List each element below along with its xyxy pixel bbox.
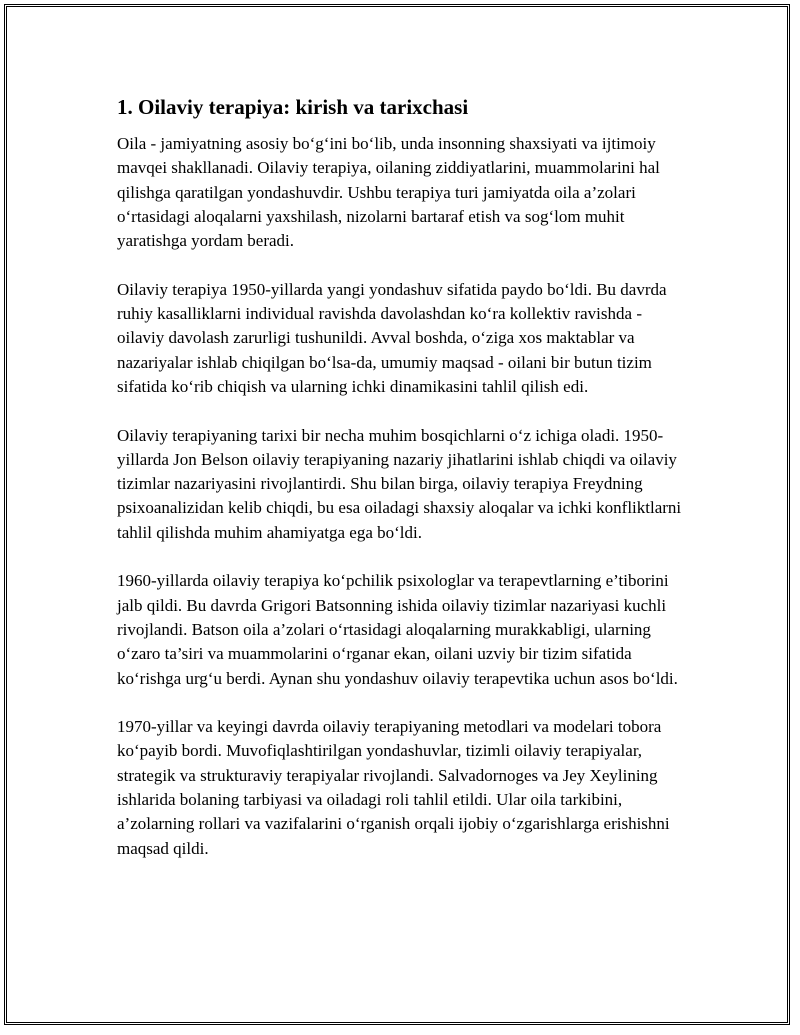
paragraph-2: Oilaviy terapiya 1950-yillarda yangi yondashuv sifatida paydo bo‘ldi. Bu davrda ruhiy kasalliklarni individual ravishda davolashdan ko‘ra kollektiv ravishda - oilaviy davolash zarurligi tushunildi. Avval boshda, o‘ziga xos maktablar va nazariyalar ishlab chiqilgan bo‘lsa-da, umumiy maqsad - oilani bir butun tizim sifatida ko‘rib chiqish va ularning ichki dinamikasini tahlil qilish edi. <box>117 279 667 396</box>
paragraph-5: 1970-yillar va keyingi davrda oilaviy terapiyaning metodlari va modelari tobora ko‘payib bordi. Muvofiqlashtirilgan yondashuvlar, tizimli oilaviy terapiyalar, strategik va strukturaviy terapiyalar rivojlandi. Salvadornoges va Jey Xeylining ishlarida bolaning tarbiyasi va oiladagi roli tahlil etildi. Ular oila tarkibini, a’zolarning rollari va vazifalarini o‘rganish orqali ijobiy o‘zgarishlarga erishishni maqsad qildi. <box>117 717 670 858</box>
paragraph-4: 1960-yillarda oilaviy terapiya ko‘pchilik psixologlar va terapevtlarning e’tiborini jalb qildi. Bu davrda Grigori Batsonning ishida oilaviy tizimlar nazariyasi kuchli rivojlandi. Batson oila a’zolari o‘rtasidagi aloqalarning murakkabligi, ularning o‘zaro ta’siri va muammolarini o‘rganar ekan, oilani uzviy bir tizim sifatida ko‘rishga urg‘u berdi. Aynan shu yondashuv oilaviy terapevtika uchun asos bo‘ldi. <box>117 571 678 688</box>
document-body <box>117 92 692 885</box>
paragraph-1: Oila - jamiyatning asosiy bo‘g‘ini bo‘lib, unda insonning shaxsiyati va ijtimoiy mavqei shakllanadi. Oilaviy terapiya, oilaning ziddiyatlarini, muammolarini hal qilishga qaratilgan yondashuvdir. Ushbu terapiya turi jamiyatda oila a’zolari o‘rtasidagi aloqalarni yaxshilash, nizolarni bartaraf etish va sog‘lom muhit yaratishga yordam beradi. <box>117 134 660 251</box>
paragraph-3: Oilaviy terapiyaning tarixi bir necha muhim bosqichlarni o‘z ichiga oladi. 1950-yillarda Jon Belson oilaviy terapiyaning nazariy jihatlarini ishlab chiqdi va oilaviy tizimlar nazariyasini rivojlantirdi. Shu bilan birga, oilaviy terapiya Freydning psixoanalizidan kelib chiqdi, bu esa oiladagi shaxsiy aloqalar va ichki konfliktlarni tahlil qilishda muhim ahamiyatga ega bo‘ldi. <box>117 425 682 542</box>
section-title: 1. Oilaviy terapiya: kirish va tarixchasi <box>117 95 469 119</box>
